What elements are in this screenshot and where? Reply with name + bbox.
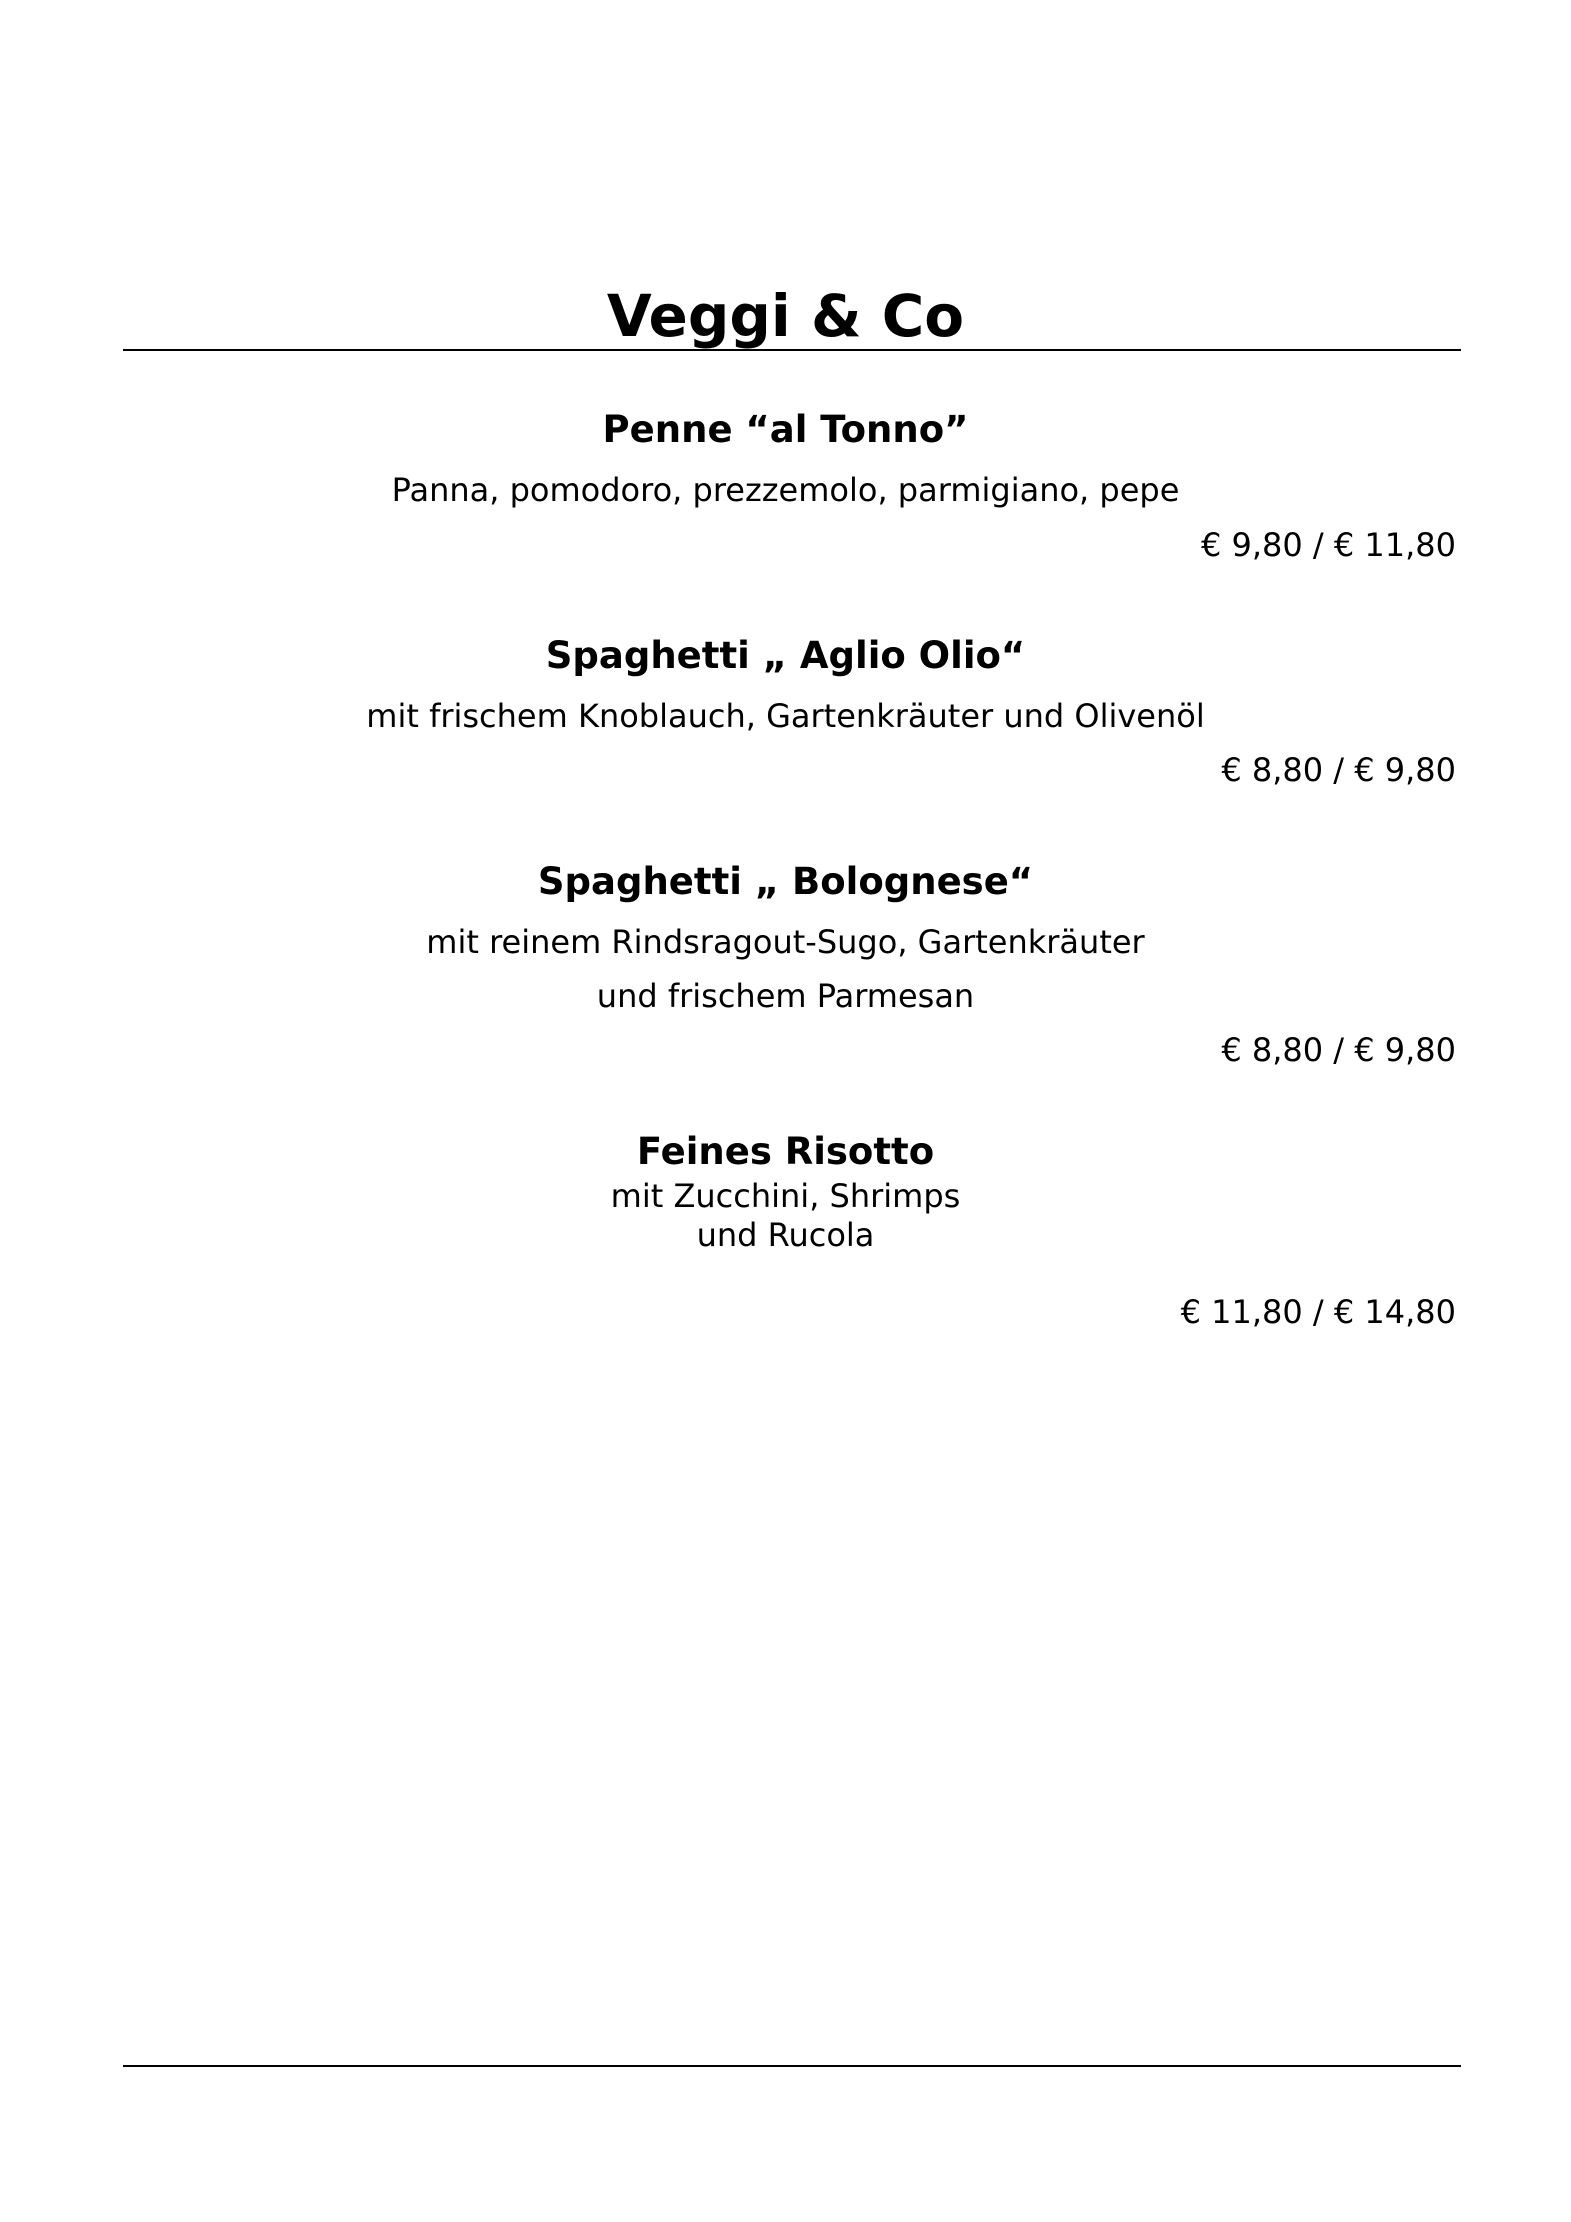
dish-name: Spaghetti „ Aglio Olio“ xyxy=(545,634,1026,677)
page-title: Veggi & Co xyxy=(606,282,965,350)
header-divider xyxy=(123,349,1461,351)
dish-name: Penne “al Tonno” xyxy=(602,408,969,451)
dish-price: € 9,80 / € 11,80 xyxy=(1200,526,1456,564)
dish-description: mit reinem Rindsragout-Sugo, Gartenkräuter xyxy=(426,923,1145,961)
dish-description: Panna, pomodoro, prezzemolo, parmigiano, pepe xyxy=(391,471,1180,509)
dish-description: mit Zucchini, Shrimps xyxy=(610,1177,961,1215)
dish-price: € 8,80 / € 9,80 xyxy=(1221,751,1456,789)
dish-description: mit frischem Knoblauch, Gartenkräuter und Olivenöl xyxy=(366,697,1205,735)
dish-price: € 8,80 / € 9,80 xyxy=(1221,1031,1456,1069)
dish-name: Feines Risotto xyxy=(636,1130,935,1173)
dish-description: und Rucola xyxy=(696,1216,875,1254)
dish-price: € 11,80 / € 14,80 xyxy=(1180,1293,1456,1331)
footer-divider xyxy=(123,2065,1461,2067)
dish-description: und frischem Parmesan xyxy=(596,977,975,1015)
dish-name: Spaghetti „ Bolognese“ xyxy=(537,860,1034,903)
